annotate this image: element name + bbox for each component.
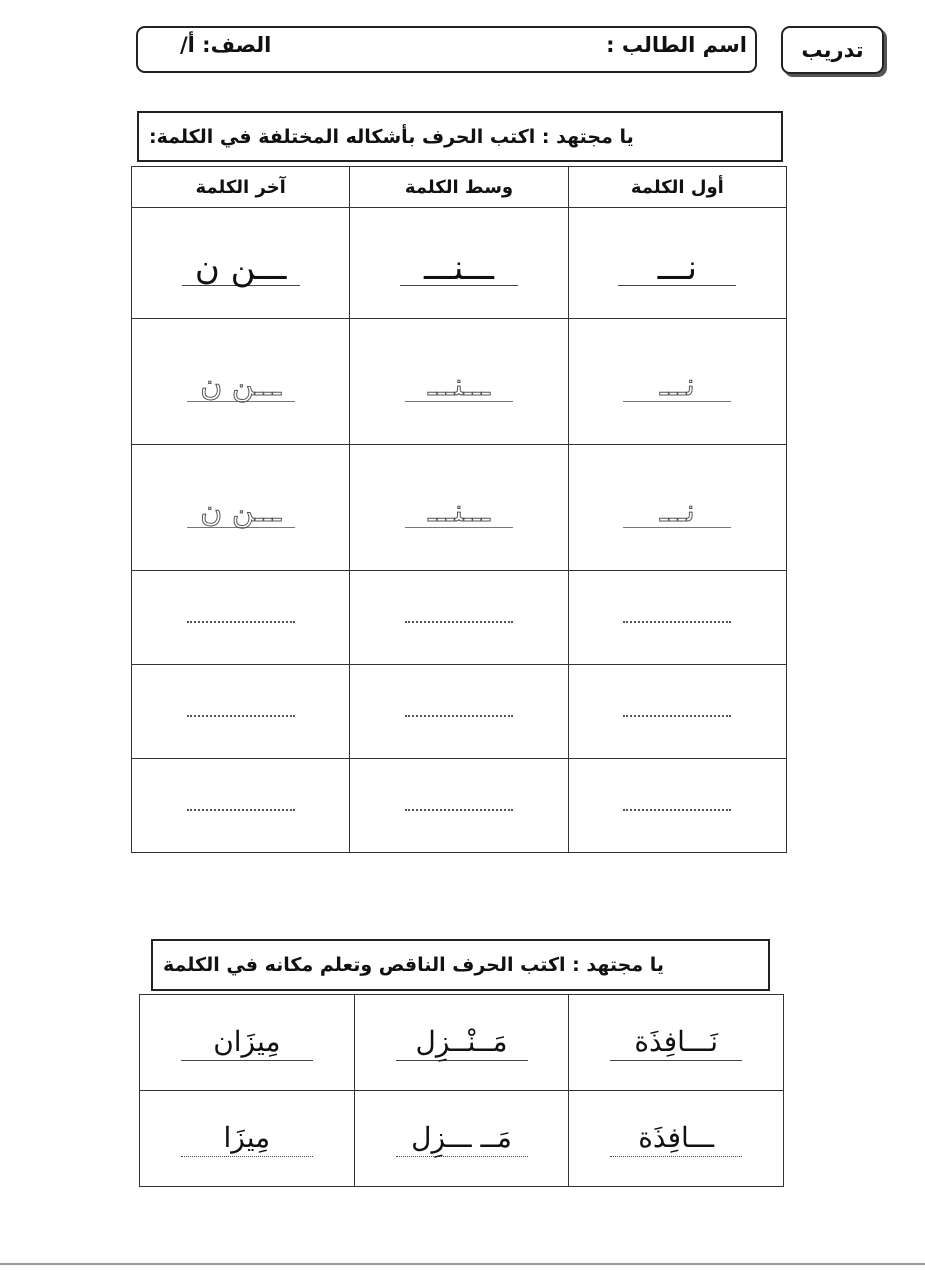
word-scale: مِيزَان [181, 1025, 313, 1061]
trace-row [132, 319, 787, 445]
class-label: الصف: أ/ [180, 33, 272, 57]
section2-instruction [151, 939, 770, 991]
complete-words-row [140, 995, 784, 1091]
writing-line[interactable] [405, 799, 513, 811]
model-letter-middle: ـــنـــ [400, 241, 518, 286]
exercise-word-house[interactable]: مَــ ـــزِل [396, 1121, 528, 1157]
column-header-beginning: أول الكلمة [568, 167, 786, 208]
page-bottom-rule [0, 1263, 925, 1265]
writing-line[interactable] [187, 799, 295, 811]
section1-instruction [137, 111, 783, 162]
section2-instruction-text: يا مجتهد : اكتب الحرف الناقص وتعلم مكانه في الكلمة [163, 954, 664, 976]
letter-forms-table [131, 166, 787, 853]
column-header-middle: وسط الكلمة [350, 167, 568, 208]
missing-letter-table [139, 994, 784, 1187]
word-window: نَـــافِذَة [610, 1025, 742, 1061]
trace-letter-beginning[interactable]: نـــ [623, 361, 731, 402]
table-header-row [132, 167, 787, 208]
writing-line[interactable] [187, 611, 295, 623]
writing-line[interactable] [405, 611, 513, 623]
writing-line[interactable] [623, 799, 731, 811]
student-name-label: اسم الطالب : [606, 33, 747, 57]
exercise-words-row [140, 1091, 784, 1187]
trace-letter-end[interactable]: ـــن ن [187, 361, 295, 402]
model-row [132, 208, 787, 319]
trace-letter-beginning[interactable]: نـــ [623, 487, 731, 528]
trace-letter-middle[interactable]: ـــنـــ [405, 487, 513, 528]
writing-line[interactable] [623, 705, 731, 717]
column-header-end: آخر الكلمة [132, 167, 350, 208]
trace-letter-middle[interactable]: ـــنـــ [405, 361, 513, 402]
model-letter-end: ـــن ن [182, 241, 300, 286]
writing-line[interactable] [187, 705, 295, 717]
writing-line[interactable] [405, 705, 513, 717]
section1-instruction-text: يا مجتهد : اكتب الحرف بأشكاله المختلفة في الكلمة: [149, 125, 634, 148]
word-house: مَــنْــزِل [396, 1025, 528, 1061]
blank-row [132, 665, 787, 759]
trace-row [132, 445, 787, 571]
blank-row [132, 759, 787, 853]
model-letter-beginning: نـــ [618, 241, 736, 286]
exercise-badge: تدريب [781, 26, 884, 74]
trace-letter-end[interactable]: ـــن ن [187, 487, 295, 528]
blank-row [132, 571, 787, 665]
exercise-word-window[interactable]: ـــافِذَة [610, 1121, 742, 1157]
exercise-word-scale[interactable]: مِيزَا [181, 1121, 313, 1157]
writing-line[interactable] [623, 611, 731, 623]
